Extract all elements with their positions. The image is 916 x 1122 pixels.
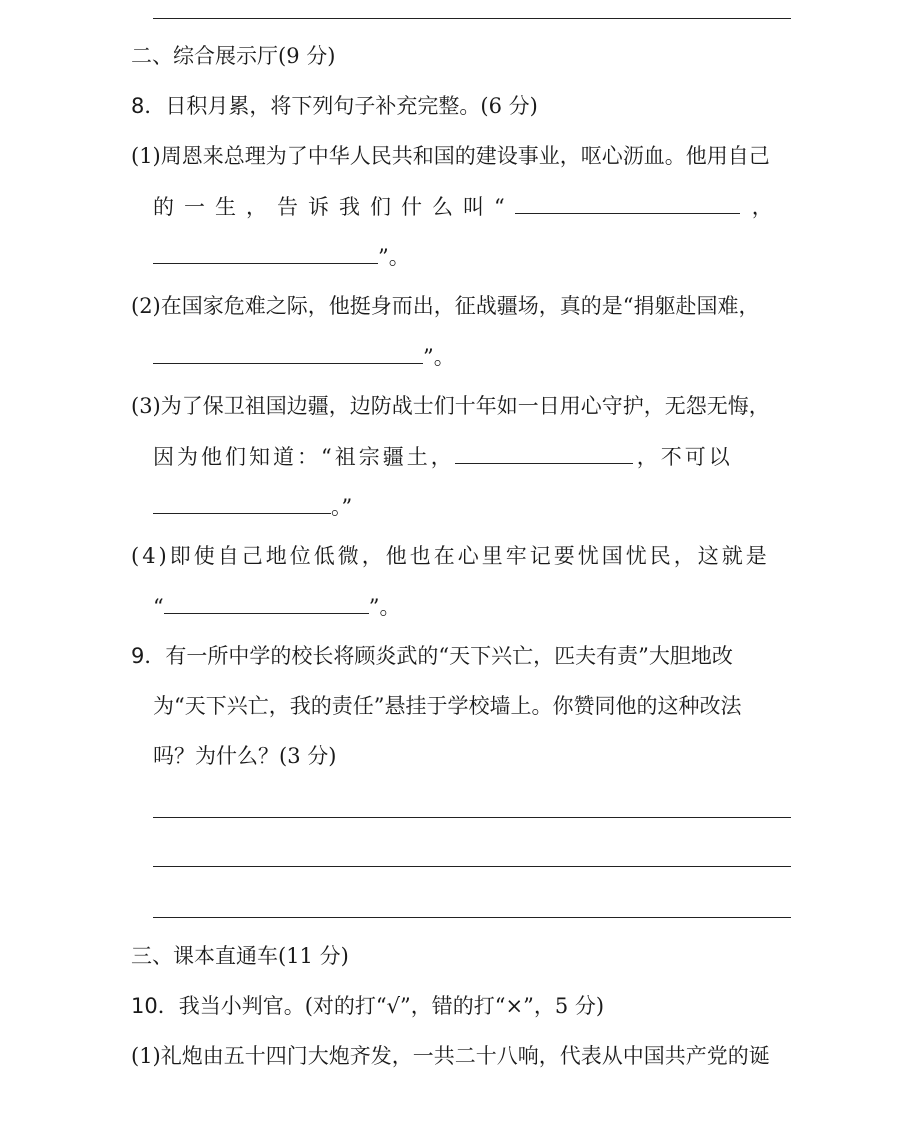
q8-item-1-comma: ， (751, 195, 773, 219)
q8-item-2-end: ”。 (423, 345, 455, 369)
q8-item-1-line-2 (153, 191, 773, 222)
q8-item-3-end: 。” (331, 495, 353, 519)
section-2-title: 二、综合展示厅(9 分) (131, 44, 336, 68)
q8-item-1-blank-1[interactable] (515, 191, 740, 214)
question-10-text: ．我当小判官。(对的打“√”，错的打“×”，5 分) (157, 994, 605, 1018)
q8-item-2-blank[interactable] (153, 341, 423, 364)
question-9-text-1: ．有一所中学的校长将顾炎武的“天下兴亡，匹夫有责”大胆地改 (144, 644, 733, 668)
q8-item-3-blank-1[interactable] (455, 441, 633, 464)
q8-item-4-end: ”。 (368, 595, 401, 619)
q9-answer-line-3[interactable] (153, 917, 791, 918)
q8-item-2-line-2 (153, 341, 455, 372)
q8-item-2-line-1: (2)在国家危难之际，他挺身而出，征战疆场，真的是“捐躯赴国难， (131, 294, 760, 318)
q8-item-1-line-1: (1)周恩来总理为了中华人民共和国的建设事业，呕心沥血。他用自己 (131, 144, 770, 168)
answer-line-top[interactable] (153, 18, 791, 19)
q8-item-4-line-2 (153, 591, 401, 622)
question-9-line-1 (131, 641, 733, 671)
q8-item-4-line-1: (4)即使自己地位低微，他也在心里牢记要忧国忧民，这就是 (131, 544, 770, 568)
q8-item-4-blank[interactable] (164, 591, 369, 614)
question-8-stem (131, 91, 538, 121)
q8-item-1-text: 的一生，告诉我们什么叫“ (153, 195, 515, 219)
q8-item-1-end: ”。 (378, 245, 410, 269)
q8-item-3-blank-2[interactable] (153, 491, 331, 514)
q8-item-1-line-3 (153, 241, 410, 272)
question-9-number: 9 (131, 644, 145, 668)
q8-item-3-text-2: ，不可以 (636, 445, 733, 469)
q8-item-3-line-2 (153, 441, 733, 472)
q9-answer-line-1[interactable] (153, 817, 791, 818)
question-10-stem (131, 991, 604, 1021)
q8-item-3-line-1: (3)为了保卫祖国边疆，边防战士们十年如一日用心守护，无怨无悔， (131, 394, 770, 418)
question-10-number: 10 (131, 994, 158, 1018)
question-8-number: 8 (131, 94, 145, 118)
q8-item-3-text: 因为他们知道：“祖宗疆土， (153, 445, 455, 469)
q9-answer-line-2[interactable] (153, 866, 791, 867)
q8-item-3-line-3 (153, 491, 352, 522)
question-9-line-3: 吗？为什么？(3 分) (153, 744, 337, 768)
question-8-text: ．日积月累，将下列句子补充完整。(6 分) (144, 94, 538, 118)
question-9-line-2: 为“天下兴亡，我的责任”悬挂于学校墙上。你赞同他的这种改法 (153, 694, 742, 718)
q10-item-1-line-1: (1)礼炮由五十四门大炮齐发，一共二十八响，代表从中国共产党的诞 (131, 1044, 770, 1068)
q8-item-1-blank-2[interactable] (153, 241, 378, 264)
q8-item-4-open-quote: “ (153, 595, 164, 619)
section-3-title: 三、课本直通车(11 分) (131, 944, 349, 968)
